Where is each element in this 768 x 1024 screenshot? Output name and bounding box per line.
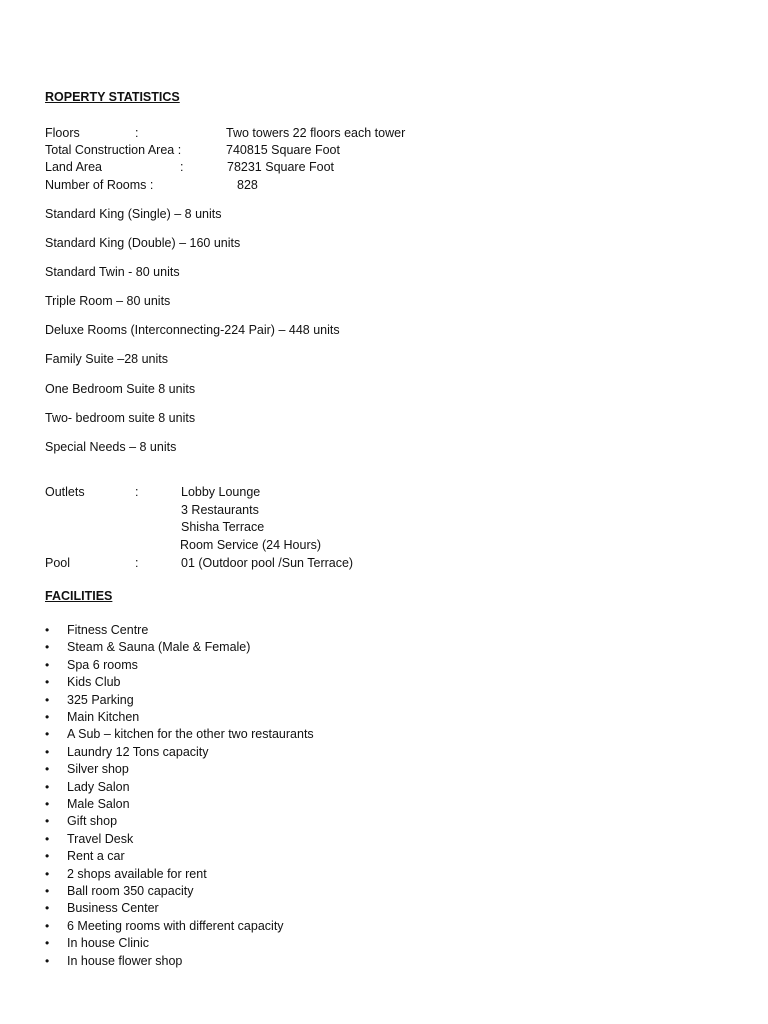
outlet-item: Lobby Lounge	[181, 485, 261, 499]
outlets-label: Outlets	[45, 485, 85, 499]
facility-item: 6 Meeting rooms with different capacity	[67, 918, 284, 933]
bullet-icon: •	[45, 901, 50, 916]
outlet-item: Shisha Terrace	[181, 520, 265, 534]
room-type-line: Standard Twin - 80 units	[45, 265, 180, 279]
facility-item: Silver shop	[67, 762, 129, 777]
facility-item: Lady Salon	[67, 779, 130, 794]
facility-item: Travel Desk	[67, 831, 134, 846]
room-type-line: Two- bedroom suite 8 units	[45, 411, 196, 425]
facility-item: Main Kitchen	[67, 710, 140, 724]
facility-item: Spa 6 rooms	[67, 657, 138, 672]
stat-construction-label: Total Construction Area :	[45, 143, 182, 157]
bullet-icon: •	[45, 831, 50, 846]
pool-label: Pool	[45, 556, 71, 570]
facility-item: Male Salon	[67, 797, 130, 811]
room-type-line: Family Suite –28 units	[45, 352, 168, 366]
stat-floors-sep: :	[135, 126, 139, 140]
room-type-line: Special Needs – 8 units	[45, 440, 177, 454]
facilities-heading: FACILITIES	[45, 589, 113, 603]
facility-item: Business Center	[67, 901, 159, 916]
facility-item: In house Clinic	[67, 936, 149, 951]
outlet-item: 3 Restaurants	[181, 503, 259, 517]
bullet-icon: •	[45, 814, 50, 829]
stat-floors-label: Floors	[45, 126, 80, 140]
bullet-icon: •	[45, 727, 50, 742]
bullet-icon: •	[45, 710, 50, 724]
bullet-icon: •	[45, 692, 50, 707]
outlet-item: Room Service (24 Hours)	[180, 538, 322, 552]
bullet-icon: •	[45, 744, 50, 759]
facility-item: 2 shops available for rent	[67, 866, 207, 881]
bullet-icon: •	[45, 849, 50, 864]
bullet-icon: •	[45, 779, 50, 794]
facility-item: Ball room 350 capacity	[67, 884, 194, 898]
bullet-icon: •	[45, 762, 50, 777]
bullet-icon: •	[45, 936, 50, 951]
room-type-line: Triple Room – 80 units	[45, 294, 171, 308]
bullet-icon: •	[45, 675, 50, 690]
bullet-icon: •	[45, 640, 50, 655]
stat-rooms-value: 828	[237, 178, 258, 192]
bullet-icon: •	[45, 884, 50, 898]
room-type-line: Deluxe Rooms (Interconnecting-224 Pair) – 448 units	[45, 323, 340, 337]
bullet-icon: •	[45, 918, 50, 933]
pool-sep: :	[135, 556, 139, 570]
facility-item: Steam & Sauna (Male & Female)	[67, 640, 251, 655]
facility-item: Gift shop	[67, 814, 118, 829]
bullet-icon: •	[45, 953, 50, 968]
stat-land-label: Land Area	[45, 160, 102, 174]
stat-land-sep: :	[180, 160, 184, 174]
property-statistics-heading: ROPERTY STATISTICS	[45, 90, 180, 104]
facility-item: Rent a car	[67, 849, 125, 864]
room-type-line: Standard King (Double) – 160 units	[45, 236, 241, 250]
facility-item: 325 Parking	[67, 692, 134, 707]
stat-construction-value: 740815 Square Foot	[226, 143, 340, 157]
bullet-icon: •	[45, 623, 50, 637]
pool-value: 01 (Outdoor pool /Sun Terrace)	[181, 556, 354, 570]
room-type-line: One Bedroom Suite 8 units	[45, 382, 196, 396]
bullet-icon: •	[45, 657, 50, 672]
outlets-sep: :	[135, 485, 139, 499]
facility-item: Fitness Centre	[67, 623, 149, 637]
facility-item: In house flower shop	[67, 953, 183, 968]
stat-rooms-label: Number of Rooms :	[45, 178, 154, 192]
facility-item: Laundry 12 Tons capacity	[67, 744, 209, 759]
bullet-icon: •	[45, 797, 50, 811]
stat-land-value: 78231 Square Foot	[227, 160, 335, 174]
stat-floors-value: Two towers 22 floors each tower	[226, 126, 406, 140]
facility-item: Kids Club	[67, 675, 121, 690]
facility-item: A Sub – kitchen for the other two restaurants	[67, 727, 314, 742]
room-type-line: Standard King (Single) – 8 units	[45, 207, 222, 221]
bullet-icon: •	[45, 866, 50, 881]
